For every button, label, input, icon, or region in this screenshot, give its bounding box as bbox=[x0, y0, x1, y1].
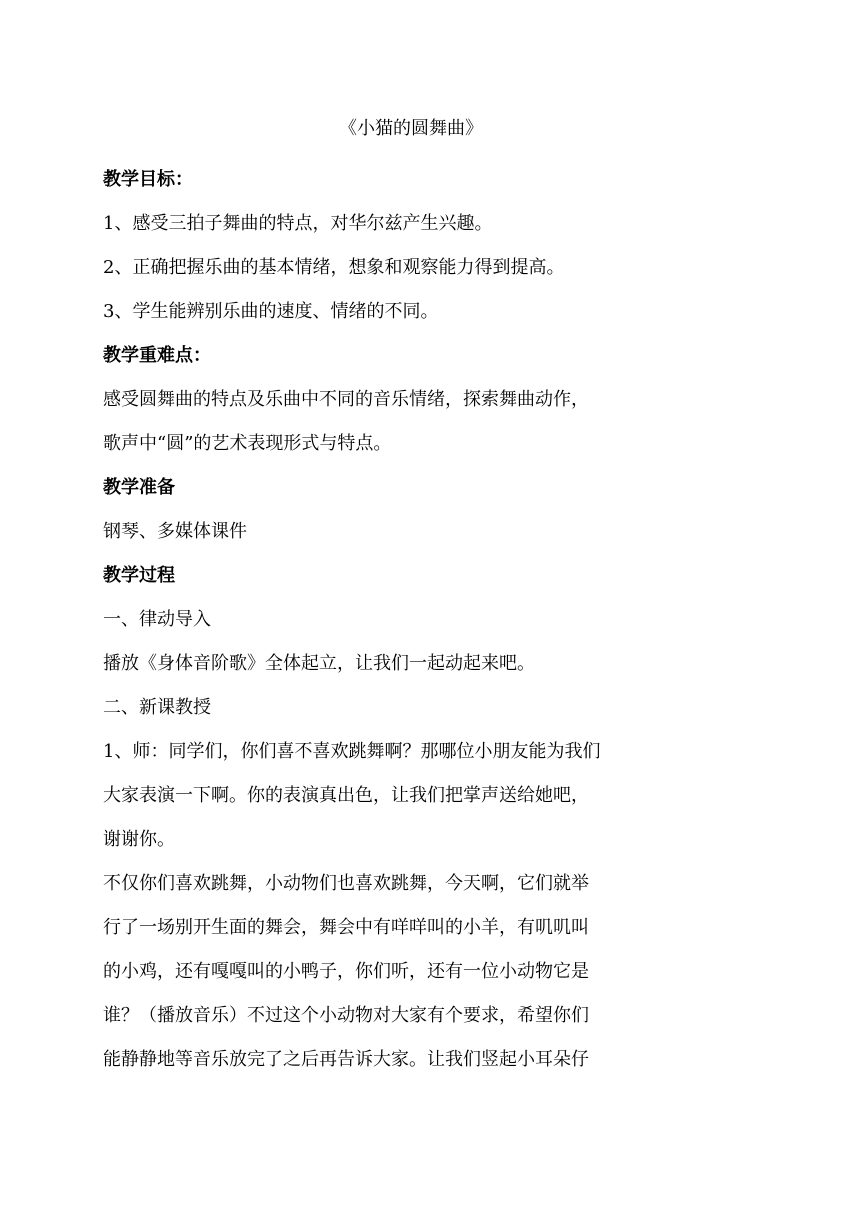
document-lines bbox=[103, 158, 659, 1082]
paragraph-line: 感受圆舞曲的特点及乐曲中不同的音乐情绪，探索舞曲动作， bbox=[103, 389, 589, 410]
paragraph-line: 不仅你们喜欢跳舞，小动物们也喜欢跳舞，今天啊，它们就举 bbox=[103, 873, 589, 894]
section-heading: 教学准备 bbox=[103, 477, 175, 498]
paragraph-line: 钢琴、多媒体课件 bbox=[103, 521, 247, 542]
paragraph-line: 3、学生能辨别乐曲的速度、情绪的不同。 bbox=[103, 301, 439, 322]
section-heading: 教学重难点： bbox=[103, 345, 211, 366]
section-heading: 教学目标： bbox=[103, 169, 193, 190]
paragraph-line: 一、律动导入 bbox=[103, 609, 211, 630]
paragraph-line: 1、感受三拍子舞曲的特点，对华尔兹产生兴趣。 bbox=[103, 213, 493, 234]
paragraph-line: 谢谢你。 bbox=[103, 829, 175, 850]
paragraph-line: 的小鸡，还有嘎嘎叫的小鸭子，你们听，还有一位小动物它是 bbox=[103, 961, 589, 982]
paragraph-line: 能静静地等音乐放完了之后再告诉大家。让我们竖起小耳朵仔 bbox=[103, 1049, 589, 1070]
paragraph-line: 1、师：同学们，你们喜不喜欢跳舞啊？那哪位小朋友能为我们 bbox=[103, 741, 601, 762]
section-heading: 教学过程 bbox=[103, 565, 175, 586]
document-body bbox=[103, 114, 659, 1082]
paragraph-line: 2、正确把握乐曲的基本情绪，想象和观察能力得到提高。 bbox=[103, 257, 565, 278]
paragraph-line: 播放《身体音阶歌》全体起立，让我们一起动起来吧。 bbox=[103, 653, 535, 674]
paragraph-line: 谁？（播放音乐）不过这个小动物对大家有个要求，希望你们 bbox=[103, 1005, 589, 1026]
paragraph-line: 行了一场别开生面的舞会，舞会中有咩咩叫的小羊，有叽叽叫 bbox=[103, 917, 589, 938]
paragraph-line: 大家表演一下啊。你的表演真出色，让我们把掌声送给她吧， bbox=[103, 785, 589, 806]
document-title: 《小猫的圆舞曲》 bbox=[339, 118, 483, 139]
paragraph-line: 歌声中“圆”的艺术表现形式与特点。 bbox=[103, 433, 392, 454]
paragraph-line: 二、新课教授 bbox=[103, 697, 211, 718]
